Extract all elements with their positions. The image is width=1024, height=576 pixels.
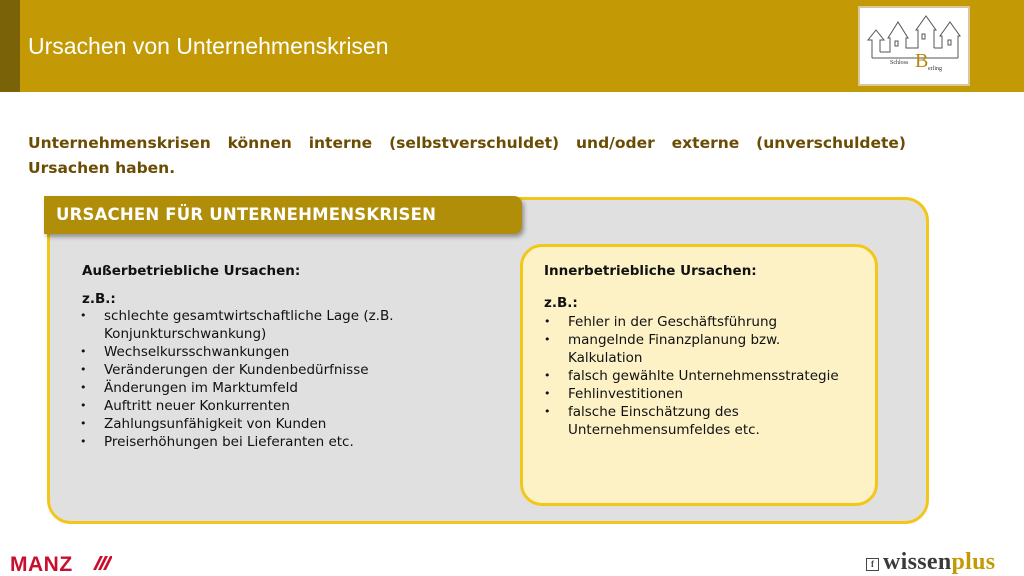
castle-logo-icon xyxy=(860,8,968,84)
wissenplus-logo xyxy=(883,549,995,576)
section-title-tab xyxy=(44,196,522,234)
wissenplus-part1: wissen xyxy=(883,549,952,575)
list-item: • Veränderungen der Kundenbedürfnisse xyxy=(80,361,500,379)
external-causes-heading: Außerbetriebliche Ursachen: xyxy=(82,263,301,279)
list-item: • Änderungen im Marktumfeld xyxy=(80,379,500,397)
list-item: • Fehler in der Geschäftsführung xyxy=(544,313,872,331)
list-item: • Auftritt neuer Konkurrenten xyxy=(80,397,500,415)
list-item: • mangelnde Finanzplanung bzw. Kalkulation xyxy=(544,331,814,367)
internal-causes-list xyxy=(544,313,872,439)
list-item: • Wechselkursschwankungen xyxy=(80,343,500,361)
list-item: • falsche Einschätzung des Unternehmensumfeldes etc. xyxy=(544,403,804,439)
logo-letter-b: B xyxy=(915,50,929,72)
manz-logo-mark-icon xyxy=(92,554,112,572)
external-zb-label: z.B.: xyxy=(82,291,116,307)
logo-text-erling: erling xyxy=(928,66,942,72)
list-item: • Fehlinvestitionen xyxy=(544,385,872,403)
wissenplus-box: f xyxy=(866,558,879,571)
schloss-berling-logo xyxy=(858,6,970,86)
header-stripe xyxy=(0,0,20,92)
manz-logo: MANZ xyxy=(10,553,73,576)
section-title: URSACHEN FÜR UNTERNEHMENSKRISEN xyxy=(56,205,437,224)
external-causes-list xyxy=(80,307,500,451)
slide-title: Ursachen von Unternehmenskrisen xyxy=(28,33,389,59)
list-item: • falsch gewählte Unternehmensstrategie xyxy=(544,367,872,385)
internal-zb-label: z.B.: xyxy=(544,295,578,311)
intro-text: Unternehmenskrisen können interne (selbstverschuldet) und/oder externe (unverschuldete) Ursachen haben. xyxy=(28,134,906,177)
list-item: • Zahlungsunfähigkeit von Kunden xyxy=(80,415,500,433)
logo-text-schloss: Schloss xyxy=(890,60,909,66)
internal-causes-heading: Innerbetriebliche Ursachen: xyxy=(544,263,757,279)
list-item: • Preiserhöhungen bei Lieferanten etc. xyxy=(80,433,500,451)
wissenplus-part2: plus xyxy=(951,549,996,575)
list-item: • schlechte gesamtwirtschaftliche Lage (z.B. Konjunkturschwankung) xyxy=(80,307,410,343)
